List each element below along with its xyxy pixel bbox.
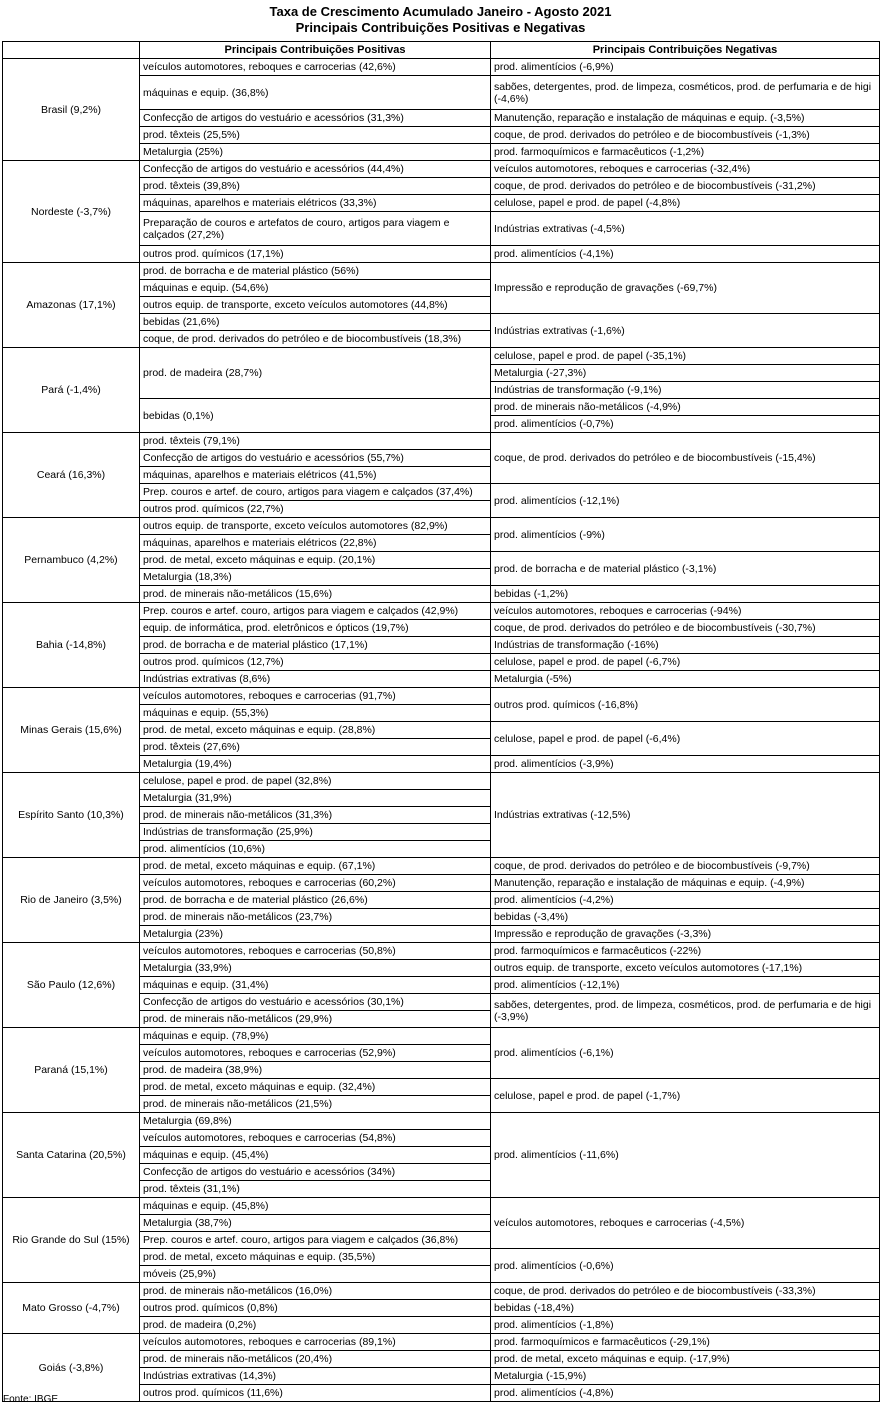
negative-contribution: prod. farmoquímicos e farmacêuticos (-1,2%) <box>491 144 880 161</box>
negative-contribution: coque, de prod. derivados do petróleo e de biocombustíveis (-33,3%) <box>491 1283 880 1300</box>
negative-contribution: prod. alimentícios (-4,1%) <box>491 246 880 263</box>
negative-contribution: prod. alimentícios (-4,2%) <box>491 892 880 909</box>
positive-contribution: Prep. couros e artef. couro, artigos para viagem e calçados (36,8%) <box>140 1232 491 1249</box>
positive-contribution: prod. têxteis (27,6%) <box>140 739 491 756</box>
negative-contribution: prod. de metal, exceto máquinas e equip. (-17,9%) <box>491 1351 880 1368</box>
negative-contribution: coque, de prod. derivados do petróleo e de biocombustíveis (-1,3%) <box>491 127 880 144</box>
region-name: Rio de Janeiro (3,5%) <box>3 858 140 943</box>
table-row <box>3 1334 880 1351</box>
positive-contribution: Metalurgia (38,7%) <box>140 1215 491 1232</box>
positive-contribution: prod. têxteis (79,1%) <box>140 433 491 450</box>
negative-contribution: prod. alimentícios (-11,6%) <box>491 1113 880 1198</box>
negative-contribution: prod. alimentícios (-9%) <box>491 518 880 552</box>
negative-contribution: prod. alimentícios (-0,7%) <box>491 416 880 433</box>
positive-contribution: Prep. couros e artef. couro, artigos para viagem e calçados (42,9%) <box>140 603 491 620</box>
header-region <box>3 42 140 59</box>
positive-contribution: outros prod. químicos (17,1%) <box>140 246 491 263</box>
negative-contribution: Manutenção, reparação e instalação de máquinas e equip. (-4,9%) <box>491 875 880 892</box>
positive-contribution: equip. de informática, prod. eletrônicos e ópticos (19,7%) <box>140 620 491 637</box>
table-body <box>3 59 880 1402</box>
region-name: Brasil (9,2%) <box>3 59 140 161</box>
positive-contribution: Metalurgia (18,3%) <box>140 569 491 586</box>
positive-contribution: coque, de prod. derivados do petróleo e de biocombustíveis (18,3%) <box>140 331 491 348</box>
region-name: Goiás (-3,8%) <box>3 1334 140 1402</box>
positive-contribution: máquinas e equip. (55,3%) <box>140 705 491 722</box>
region-name: Paraná (15,1%) <box>3 1028 140 1113</box>
title-line-2: Principais Contribuições Positivas e Negativas <box>295 20 586 35</box>
positive-contribution: prod. de metal, exceto máquinas e equip. (67,1%) <box>140 858 491 875</box>
negative-contribution: veículos automotores, reboques e carrocerias (-4,5%) <box>491 1198 880 1249</box>
negative-contribution: Impressão e reprodução de gravações (-69,7%) <box>491 263 880 314</box>
negative-contribution: Impressão e reprodução de gravações (-3,3%) <box>491 926 880 943</box>
negative-contribution: celulose, papel e prod. de papel (-35,1%) <box>491 348 880 365</box>
positive-contribution: Metalurgia (19,4%) <box>140 756 491 773</box>
positive-contribution: máquinas e equip. (36,8%) <box>140 76 491 110</box>
header-positive: Principais Contribuições Positivas <box>140 42 491 59</box>
table-row <box>3 433 880 450</box>
positive-contribution: prod. de minerais não-metálicos (21,5%) <box>140 1096 491 1113</box>
table-row <box>3 1198 880 1215</box>
negative-contribution: Indústrias extrativas (-12,5%) <box>491 773 880 858</box>
negative-contribution: celulose, papel e prod. de papel (-6,7%) <box>491 654 880 671</box>
table-row <box>3 688 880 705</box>
table-row <box>3 603 880 620</box>
positive-contribution: outros prod. químicos (11,6%) <box>140 1385 491 1402</box>
negative-contribution: sabões, detergentes, prod. de limpeza, cosméticos, prod. de perfumaria e de higi (-3,9%) <box>491 994 880 1028</box>
positive-contribution: prod. de minerais não-metálicos (29,9%) <box>140 1011 491 1028</box>
negative-contribution: bebidas (-3,4%) <box>491 909 880 926</box>
negative-contribution: coque, de prod. derivados do petróleo e de biocombustíveis (-15,4%) <box>491 433 880 484</box>
positive-contribution: máquinas e equip. (45,8%) <box>140 1198 491 1215</box>
positive-contribution: veículos automotores, reboques e carrocerias (52,9%) <box>140 1045 491 1062</box>
table-row <box>3 773 880 790</box>
negative-contribution: Metalurgia (-27,3%) <box>491 365 880 382</box>
negative-contribution: sabões, detergentes, prod. de limpeza, cosméticos, prod. de perfumaria e de higi (-4,6%) <box>491 76 880 110</box>
negative-contribution: outros prod. químicos (-16,8%) <box>491 688 880 722</box>
positive-contribution: Indústrias de transformação (25,9%) <box>140 824 491 841</box>
negative-contribution: prod. alimentícios (-0,6%) <box>491 1249 880 1283</box>
positive-contribution: máquinas, aparelhos e materiais elétricos (22,8%) <box>140 535 491 552</box>
table-row <box>3 161 880 178</box>
negative-contribution: Manutenção, reparação e instalação de máquinas e equip. (-3,5%) <box>491 110 880 127</box>
positive-contribution: máquinas e equip. (45,4%) <box>140 1147 491 1164</box>
positive-contribution: prod. têxteis (39,8%) <box>140 178 491 195</box>
positive-contribution: Confecção de artigos do vestuário e acessórios (34%) <box>140 1164 491 1181</box>
region-name: Minas Gerais (15,6%) <box>3 688 140 773</box>
positive-contribution: prod. têxteis (31,1%) <box>140 1181 491 1198</box>
positive-contribution: Metalurgia (33,9%) <box>140 960 491 977</box>
negative-contribution: veículos automotores, reboques e carrocerias (-32,4%) <box>491 161 880 178</box>
positive-contribution: prod. de minerais não-metálicos (23,7%) <box>140 909 491 926</box>
positive-contribution: Confecção de artigos do vestuário e acessórios (31,3%) <box>140 110 491 127</box>
region-name: Pará (-1,4%) <box>3 348 140 433</box>
table-row <box>3 1113 880 1130</box>
table-row <box>3 518 880 535</box>
negative-contribution: prod. alimentícios (-3,9%) <box>491 756 880 773</box>
positive-contribution: máquinas e equip. (31,4%) <box>140 977 491 994</box>
negative-contribution: celulose, papel e prod. de papel (-6,4%) <box>491 722 880 756</box>
negative-contribution: Indústrias extrativas (-4,5%) <box>491 212 880 246</box>
negative-contribution: prod. alimentícios (-12,1%) <box>491 977 880 994</box>
positive-contribution: veículos automotores, reboques e carrocerias (54,8%) <box>140 1130 491 1147</box>
positive-contribution: bebidas (0,1%) <box>140 399 491 433</box>
negative-contribution: Metalurgia (-15,9%) <box>491 1368 880 1385</box>
positive-contribution: prod. alimentícios (10,6%) <box>140 841 491 858</box>
negative-contribution: Metalurgia (-5%) <box>491 671 880 688</box>
positive-contribution: prod. de minerais não-metálicos (16,0%) <box>140 1283 491 1300</box>
positive-contribution: prod. de metal, exceto máquinas e equip. (20,1%) <box>140 552 491 569</box>
positive-contribution: prod. de metal, exceto máquinas e equip. (35,5%) <box>140 1249 491 1266</box>
source-note: Fonte: IBGE <box>3 1394 59 1405</box>
positive-contribution: prod. de madeira (28,7%) <box>140 348 491 399</box>
positive-contribution: prod. de minerais não-metálicos (15,6%) <box>140 586 491 603</box>
positive-contribution: Indústrias extrativas (8,6%) <box>140 671 491 688</box>
negative-contribution: prod. alimentícios (-6,9%) <box>491 59 880 76</box>
positive-contribution: prod. de borracha e de material plástico (26,6%) <box>140 892 491 909</box>
positive-contribution: veículos automotores, reboques e carrocerias (91,7%) <box>140 688 491 705</box>
positive-contribution: Prep. couros e artef. de couro, artigos para viagem e calçados (37,4%) <box>140 484 491 501</box>
positive-contribution: prod. de metal, exceto máquinas e equip. (32,4%) <box>140 1079 491 1096</box>
positive-contribution: veículos automotores, reboques e carrocerias (42,6%) <box>140 59 491 76</box>
positive-contribution: outros prod. químicos (0,8%) <box>140 1300 491 1317</box>
positive-contribution: Confecção de artigos do vestuário e acessórios (55,7%) <box>140 450 491 467</box>
table-row <box>3 1283 880 1300</box>
positive-contribution: Indústrias extrativas (14,3%) <box>140 1368 491 1385</box>
positive-contribution: Preparação de couros e artefatos de couro, artigos para viagem e calçados (27,2%) <box>140 212 491 246</box>
positive-contribution: veículos automotores, reboques e carrocerias (89,1%) <box>140 1334 491 1351</box>
negative-contribution: prod. alimentícios (-4,8%) <box>491 1385 880 1402</box>
negative-contribution: coque, de prod. derivados do petróleo e de biocombustíveis (-30,7%) <box>491 620 880 637</box>
positive-contribution: outros prod. químicos (12,7%) <box>140 654 491 671</box>
negative-contribution: Indústrias de transformação (-16%) <box>491 637 880 654</box>
positive-contribution: prod. de borracha e de material plástico (17,1%) <box>140 637 491 654</box>
region-name: Amazonas (17,1%) <box>3 263 140 348</box>
positive-contribution: veículos automotores, reboques e carrocerias (50,8%) <box>140 943 491 960</box>
positive-contribution: outros equip. de transporte, exceto veículos automotores (44,8%) <box>140 297 491 314</box>
positive-contribution: celulose, papel e prod. de papel (32,8%) <box>140 773 491 790</box>
negative-contribution: Indústrias extrativas (-1,6%) <box>491 314 880 348</box>
negative-contribution: veículos automotores, reboques e carrocerias (-94%) <box>491 603 880 620</box>
negative-contribution: bebidas (-18,4%) <box>491 1300 880 1317</box>
positive-contribution: prod. de minerais não-metálicos (20,4%) <box>140 1351 491 1368</box>
table-row <box>3 263 880 280</box>
positive-contribution: outros equip. de transporte, exceto veículos automotores (82,9%) <box>140 518 491 535</box>
positive-contribution: prod. de minerais não-metálicos (31,3%) <box>140 807 491 824</box>
negative-contribution: bebidas (-1,2%) <box>491 586 880 603</box>
positive-contribution: móveis (25,9%) <box>140 1266 491 1283</box>
negative-contribution: prod. alimentícios (-12,1%) <box>491 484 880 518</box>
negative-contribution: celulose, papel e prod. de papel (-1,7%) <box>491 1079 880 1113</box>
region-name: Mato Grosso (-4,7%) <box>3 1283 140 1334</box>
positive-contribution: veículos automotores, reboques e carrocerias (60,2%) <box>140 875 491 892</box>
positive-contribution: máquinas, aparelhos e materiais elétricos (33,3%) <box>140 195 491 212</box>
table-row <box>3 1028 880 1045</box>
header-row <box>3 42 880 59</box>
positive-contribution: prod. de metal, exceto máquinas e equip. (28,8%) <box>140 722 491 739</box>
region-name: Espírito Santo (10,3%) <box>3 773 140 858</box>
positive-contribution: Metalurgia (25%) <box>140 144 491 161</box>
region-name: Santa Catarina (20,5%) <box>3 1113 140 1198</box>
negative-contribution: celulose, papel e prod. de papel (-4,8%) <box>491 195 880 212</box>
positive-contribution: máquinas e equip. (54,6%) <box>140 280 491 297</box>
negative-contribution: prod. alimentícios (-6,1%) <box>491 1028 880 1079</box>
region-name: São Paulo (12,6%) <box>3 943 140 1028</box>
region-name: Ceará (16,3%) <box>3 433 140 518</box>
region-name: Rio Grande do Sul (15%) <box>3 1198 140 1283</box>
positive-contribution: máquinas e equip. (78,9%) <box>140 1028 491 1045</box>
negative-contribution: outros equip. de transporte, exceto veículos automotores (-17,1%) <box>491 960 880 977</box>
positive-contribution: Metalurgia (23%) <box>140 926 491 943</box>
negative-contribution: coque, de prod. derivados do petróleo e de biocombustíveis (-31,2%) <box>491 178 880 195</box>
negative-contribution: prod. alimentícios (-1,8%) <box>491 1317 880 1334</box>
table-row <box>3 348 880 365</box>
contributions-table <box>2 41 880 1402</box>
negative-contribution: coque, de prod. derivados do petróleo e de biocombustíveis (-9,7%) <box>491 858 880 875</box>
positive-contribution: outros prod. químicos (22,7%) <box>140 501 491 518</box>
table-row <box>3 858 880 875</box>
negative-contribution: prod. farmoquímicos e farmacêuticos (-22%) <box>491 943 880 960</box>
table-row <box>3 59 880 76</box>
positive-contribution: Metalurgia (69,8%) <box>140 1113 491 1130</box>
negative-contribution: prod. farmoquímicos e farmacêuticos (-29,1%) <box>491 1334 880 1351</box>
negative-contribution: prod. de minerais não-metálicos (-4,9%) <box>491 399 880 416</box>
region-name: Bahia (-14,8%) <box>3 603 140 688</box>
positive-contribution: prod. de madeira (38,9%) <box>140 1062 491 1079</box>
report-title <box>0 0 881 36</box>
region-name: Pernambuco (4,2%) <box>3 518 140 603</box>
title-line-1: Taxa de Crescimento Acumulado Janeiro - Agosto 2021 <box>269 4 612 19</box>
positive-contribution: prod. têxteis (25,5%) <box>140 127 491 144</box>
region-name: Nordeste (-3,7%) <box>3 161 140 263</box>
positive-contribution: Confecção de artigos do vestuário e acessórios (30,1%) <box>140 994 491 1011</box>
negative-contribution: Indústrias de transformação (-9,1%) <box>491 382 880 399</box>
positive-contribution: Metalurgia (31,9%) <box>140 790 491 807</box>
positive-contribution: prod. de borracha e de material plástico (56%) <box>140 263 491 280</box>
positive-contribution: prod. de madeira (0,2%) <box>140 1317 491 1334</box>
positive-contribution: bebidas (21,6%) <box>140 314 491 331</box>
positive-contribution: máquinas, aparelhos e materiais elétricos (41,5%) <box>140 467 491 484</box>
negative-contribution: prod. de borracha e de material plástico (-3,1%) <box>491 552 880 586</box>
header-negative: Principais Contribuições Negativas <box>491 42 880 59</box>
positive-contribution: Confecção de artigos do vestuário e acessórios (44,4%) <box>140 161 491 178</box>
table-row <box>3 943 880 960</box>
